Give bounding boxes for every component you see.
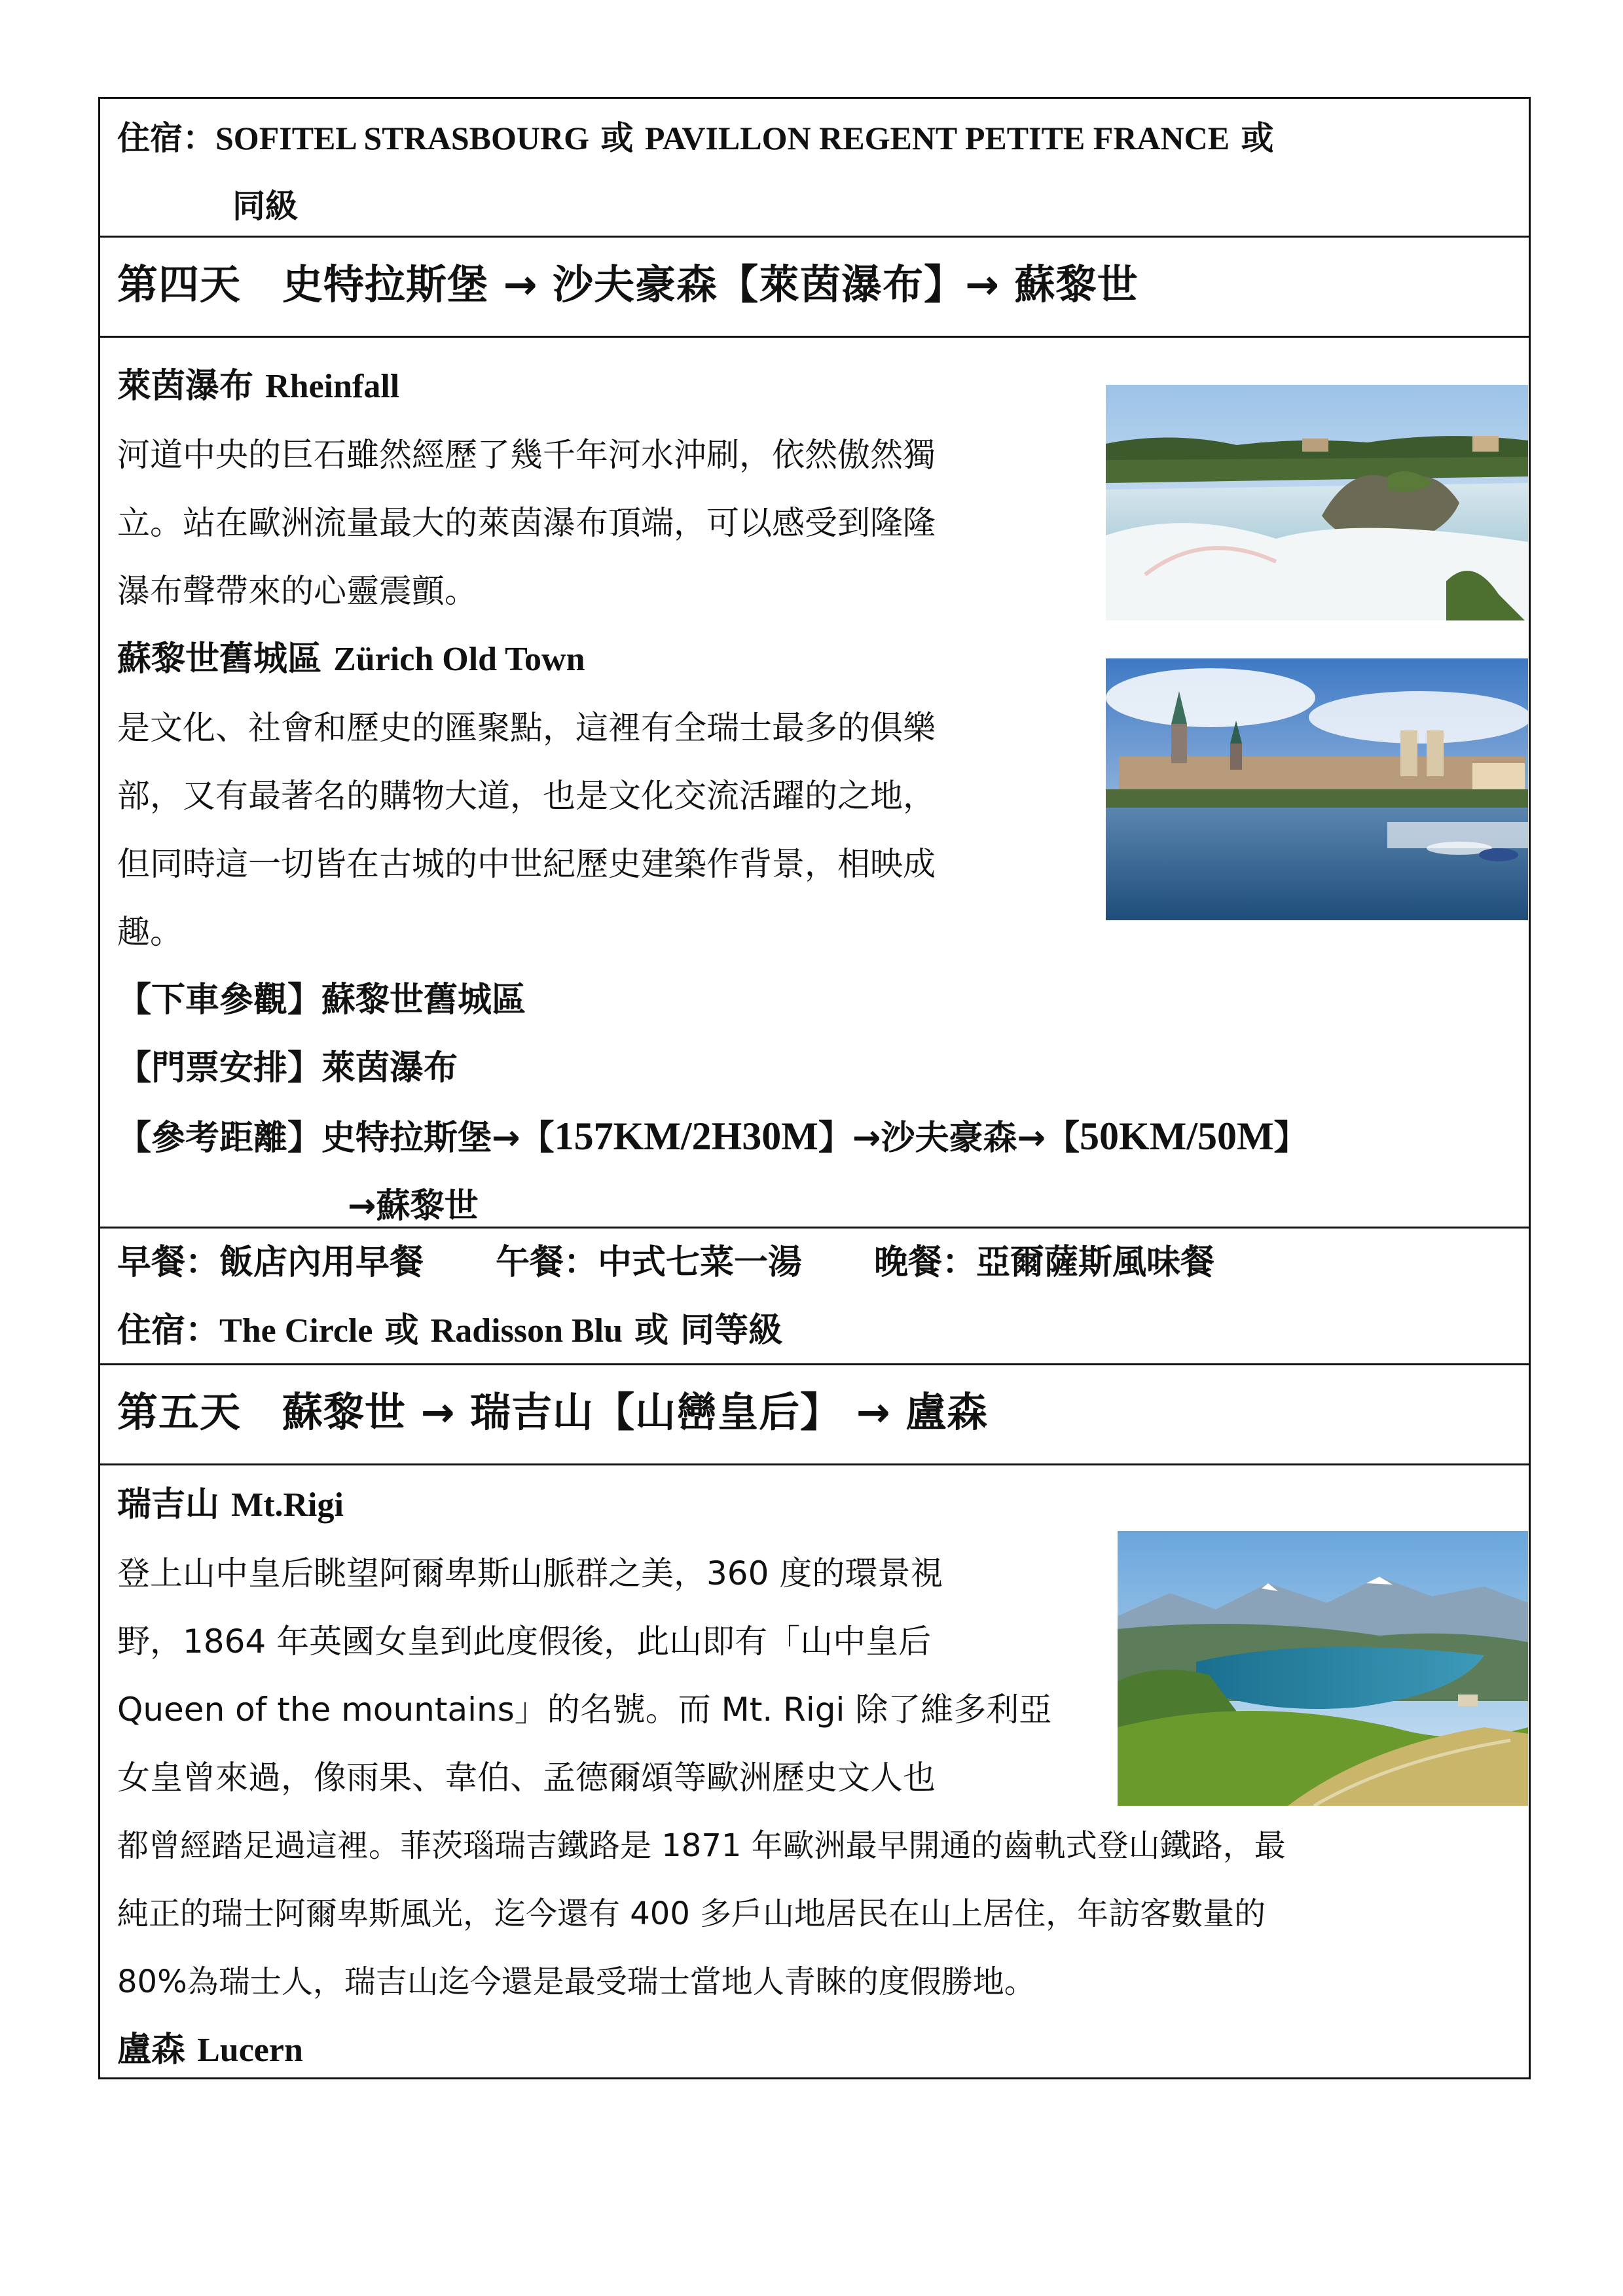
text-line: 純正的瑞士阿爾卑斯風光，迄今還有 400 多戶山地居民在山上居住，年訪客數量的 [117,1895,1266,1932]
or-text: 或 [589,119,645,157]
dinner: 晚餐：亞爾薩斯風味餐 [874,1243,1215,1282]
tickets-line: 【門票安排】萊茵瀑布 [117,1049,458,1088]
day4-body-row [100,338,1529,1229]
zurich-paragraph [117,694,1086,966]
text-line: 80%為瑞士人，瑞吉山迄今還是最受瑞士當地人青睞的度假勝地。 [117,1964,1036,2000]
distance-label: 【參考距離】 [117,1119,322,1158]
text-line: 瀑布聲帶來的心靈震顫。 [117,572,477,610]
stay-cont: 同級 [232,187,298,225]
meals-line [117,1229,1512,1297]
distance-cont: →蘇黎世 [348,1187,479,1226]
hotel-sofitel: SOFITEL STRASBOURG [215,120,590,156]
text-line: 立。站在歐洲流量最大的萊茵瀑布頂端，可以感受到隆隆 [117,504,936,542]
stay-label: 住宿： [117,1311,220,1350]
text-line: Queen of the mountains」的名號。而 Mt. Rigi 除了維多利亞 [117,1691,1052,1729]
breakfast: 早餐：飯店內用早餐 [117,1243,424,1282]
rheinfall-photo [1106,385,1528,620]
hotel-pavillon: PAVILLON REGENT PETITE FRANCE [644,120,1230,156]
distance-value: 50KM/50M [1080,1115,1274,1158]
distance-value: 157KM/2H30M [554,1115,818,1158]
distance-line [117,1102,1512,1172]
rheinfall-heading-zh: 萊茵瀑布 [117,367,266,406]
text-line: 野，1864 年英國女皇到此度假後，此山即有「山中皇后 [117,1623,932,1660]
lucern-heading [117,2016,1512,2085]
distance-part: 】→沙夫豪森→【 [818,1119,1080,1158]
text-line: 都曾經踏足過這裡。菲茨瑙瑞吉鐵路是 1871 年歐洲最早開通的齒軌式登山鐵路，最 [117,1827,1286,1864]
rigi-paragraph-wide [117,1812,1512,2016]
lunch: 午餐：中式七菜一湯 [496,1243,803,1282]
hotel-circle: The Circle [219,1312,373,1350]
text-line: 趣。 [117,913,183,951]
text-line: 是文化、社會和歷史的匯聚點，這裡有全瑞士最多的俱樂 [117,709,936,747]
day3-stay-line [117,104,1512,172]
distance-part: 史特拉斯堡→【 [321,1119,555,1158]
zurich-heading-zh: 蘇黎世舊城區 [117,639,334,679]
day3-stay-row [100,99,1529,238]
day4-title-row [100,238,1529,338]
rheinfall-paragraph [117,421,1086,625]
text-line: 但同時這一切皆在古城的中世紀歷史建築作背景，相映成 [117,845,936,883]
zurich-heading-en: Zürich Old Town [333,641,585,678]
itinerary-table [98,97,1531,2079]
day4-stay-line [117,1297,1512,1365]
or-text: 或 [1230,119,1274,157]
lucern-heading-zh: 盧森 [117,2030,198,2070]
day5-title-row [100,1365,1529,1465]
text-line: 部，又有最著名的購物大道，也是文化交流活躍的之地， [117,777,936,815]
stay-label: 住宿： [117,119,215,157]
text-line: 女皇曾來過，像雨果、韋伯、孟德爾頌等歐洲歷史文人也 [117,1759,936,1797]
rigi-paragraph-narrow [117,1539,1099,1812]
rheinfall-heading-en: Rheinfall [265,368,400,405]
visit-line: 【下車參觀】蘇黎世舊城區 [117,980,526,1020]
day5-title: 第五天 蘇黎世 → 瑞吉山【山巒皇后】 → 盧森 [117,1388,989,1436]
rigi-photo [1118,1531,1528,1806]
lucern-heading-en: Lucern [197,2032,303,2069]
rigi-heading-en: Mt.Rigi [231,1486,344,1524]
or-text: 或 同等級 [623,1311,783,1350]
or-text: 或 [373,1311,431,1350]
text-line: 河道中央的巨石雖然經歷了幾千年河水沖刷，依然傲然獨 [117,436,936,474]
rigi-heading-zh: 瑞吉山 [117,1485,232,1524]
zurich-photo [1106,658,1528,920]
rigi-heading [117,1471,1512,1539]
day4-title: 第四天 史特拉斯堡 → 沙夫豪森【萊茵瀑布】→ 蘇黎世 [117,260,1139,308]
day5-body-row [100,1465,1529,2077]
hotel-radisson: Radisson Blu [430,1312,623,1350]
day4-meals-row [100,1229,1529,1365]
distance-part: 】 [1273,1119,1308,1158]
text-line: 登上山中皇后眺望阿爾卑斯山脈群之美，360 度的環景視 [117,1554,943,1592]
